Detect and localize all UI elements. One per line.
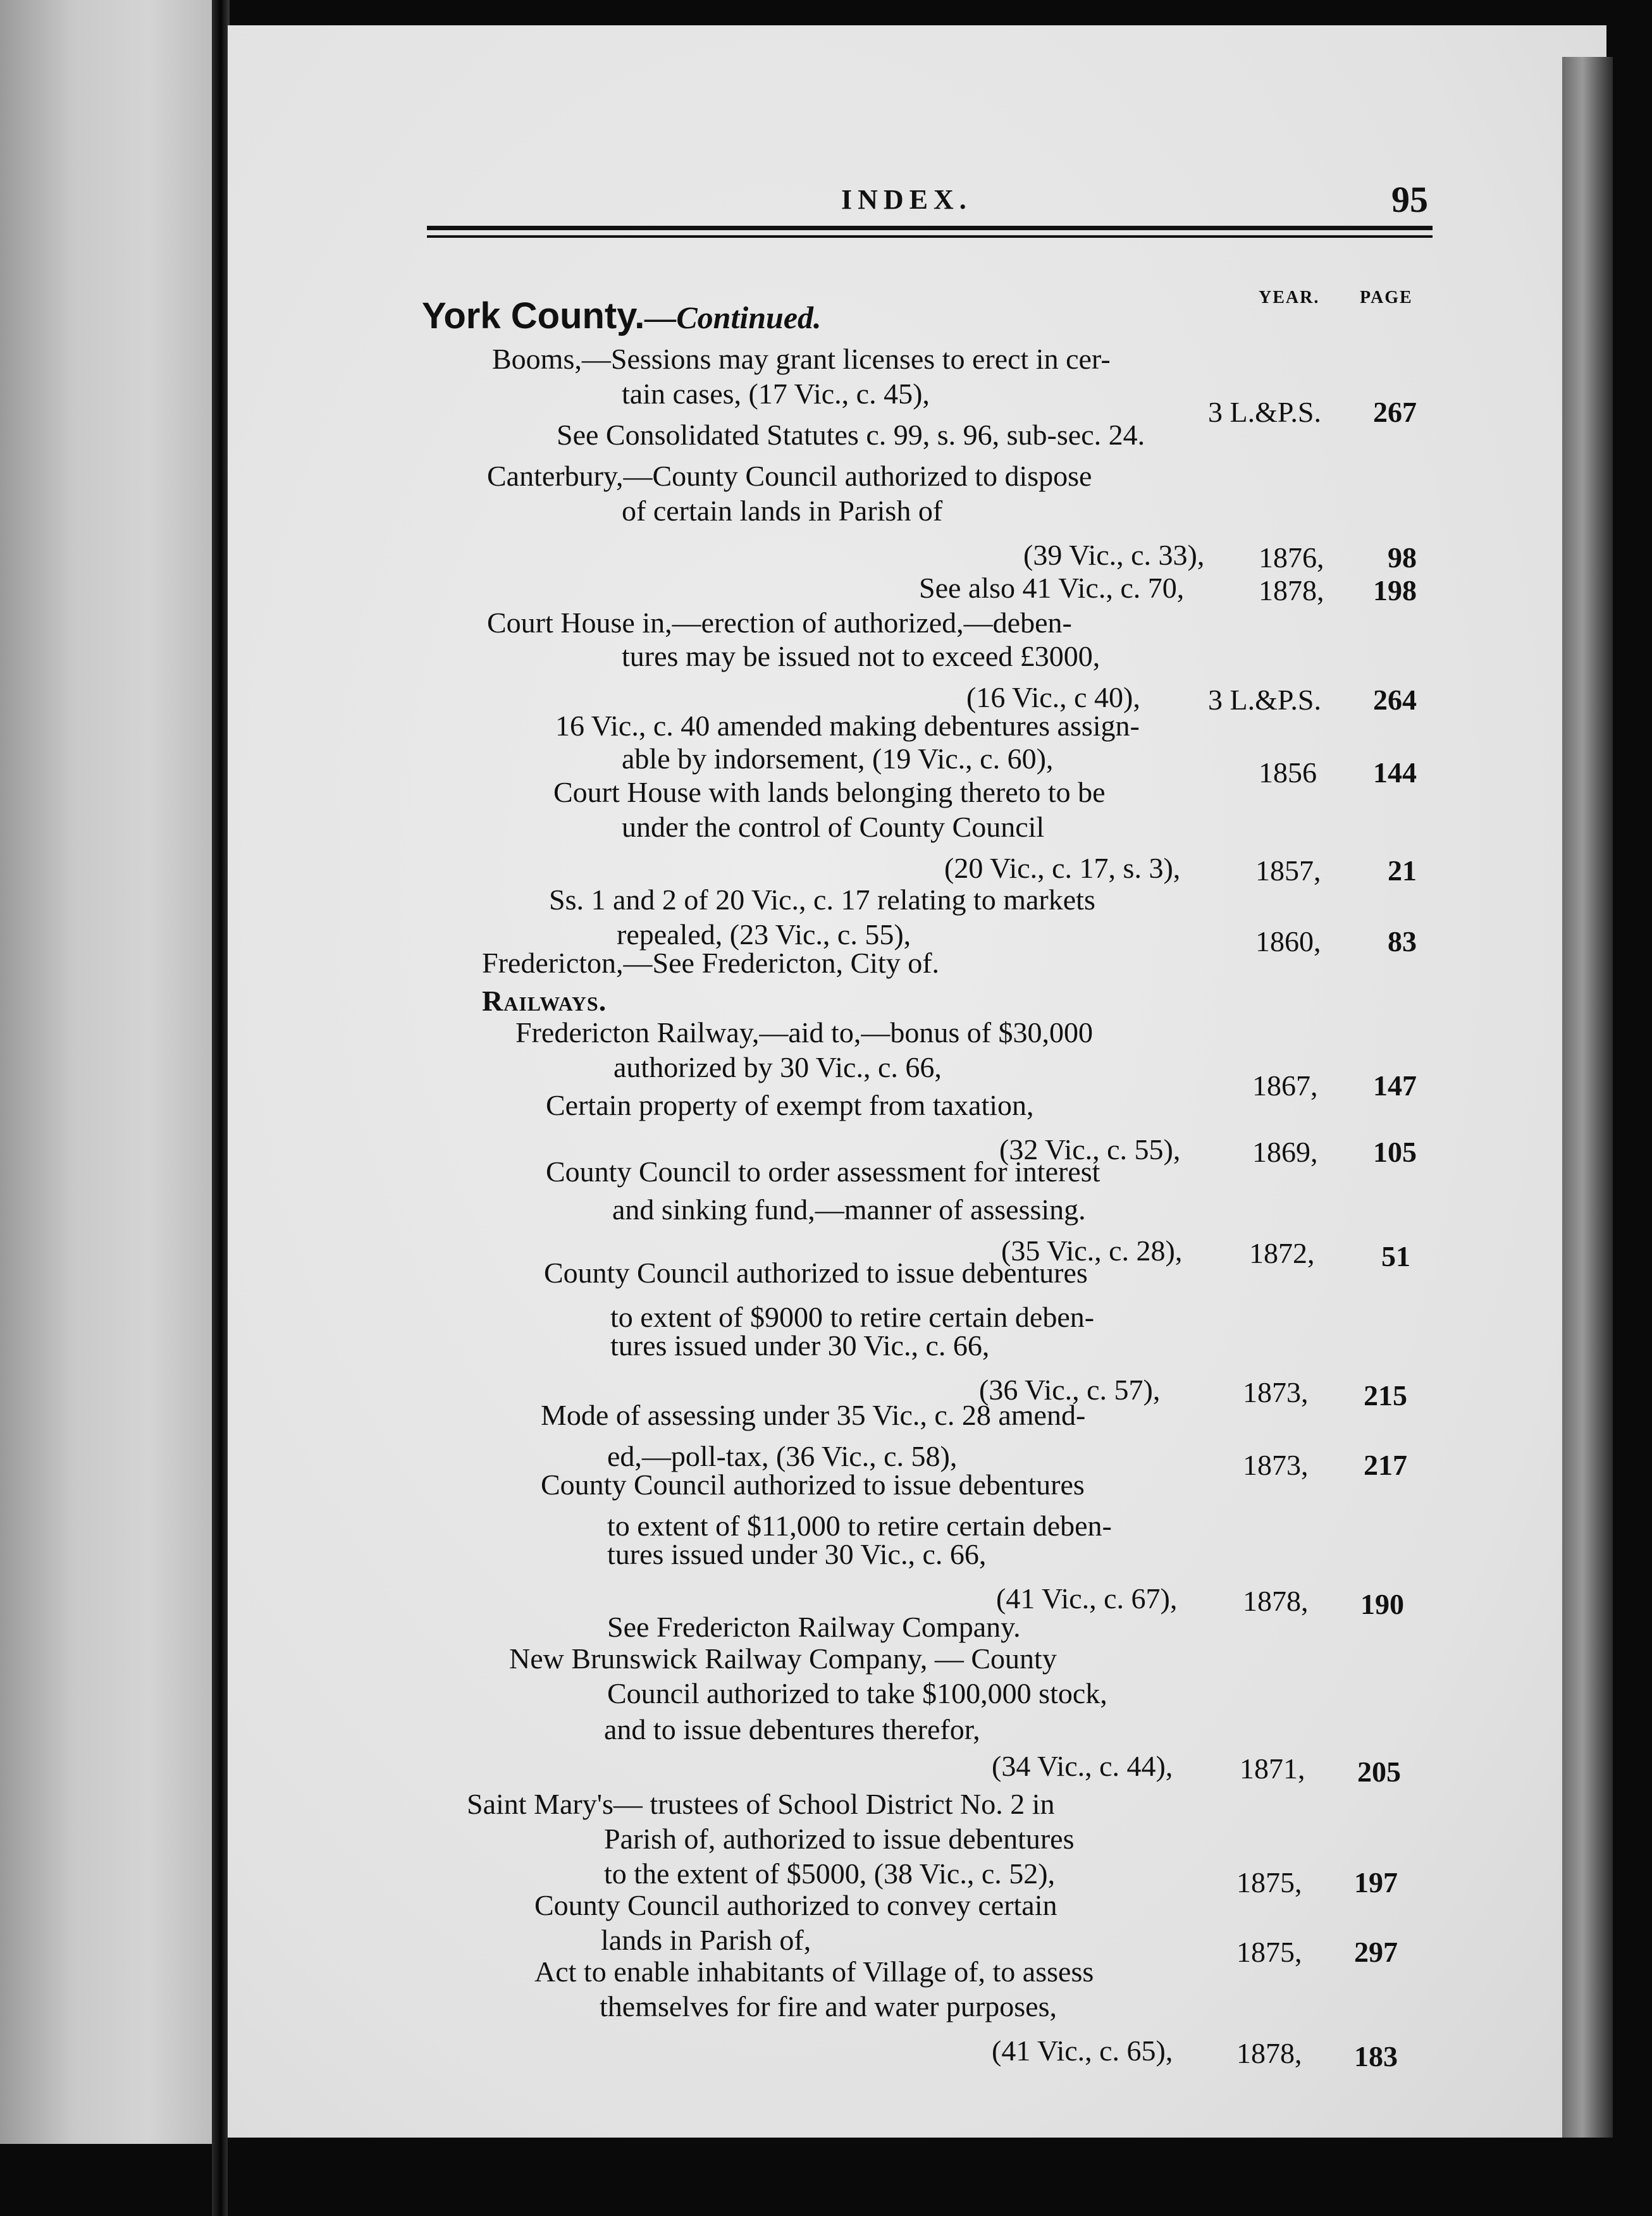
entry-year: 1873,: [1243, 1449, 1309, 1481]
entry-line: [557, 421, 1145, 450]
section-heading: [422, 295, 822, 337]
entry-text: Saint Mary's— trustees of School District No. 2 in: [467, 1788, 1055, 1820]
entry-text: (20 Vic., c. 17, s. 3),: [944, 852, 1181, 884]
entry-page: 267: [1373, 396, 1417, 428]
entry-text: and to issue debentures therefor,: [604, 1713, 980, 1745]
entry-text: (41 Vic., c. 65),: [992, 2034, 1173, 2067]
entry-text: (32 Vic., c. 55),: [999, 1133, 1181, 1166]
entry-line: [553, 778, 1106, 807]
entry-line: [622, 744, 1053, 773]
entry-line: [604, 1825, 1074, 1854]
left-facing-page: [0, 0, 212, 2144]
entry-line: [604, 1715, 980, 1744]
entry-year: 1857,: [1255, 854, 1321, 887]
entry-text: of certain lands in Parish of: [622, 495, 943, 527]
entry-page: 264: [1373, 684, 1417, 716]
entry-line: [607, 1442, 957, 1471]
entry-line: [1023, 541, 1204, 570]
entry-line: [555, 711, 1140, 741]
entry-text: ed,—poll-tax, (36 Vic., c. 58),: [607, 1440, 958, 1472]
entry-line: [534, 1957, 1094, 1986]
entry-text: tures issued under 30 Vic., c. 66,: [607, 1538, 987, 1570]
entry-text: Railways.: [482, 985, 607, 1017]
entry-text: Fredericton,—See Fredericton, City of.: [482, 947, 940, 979]
entry-line: [549, 885, 1095, 914]
entry-line: [996, 1584, 1177, 1613]
entry-text: to extent of $9000 to retire certain deben-: [610, 1301, 1095, 1333]
entry-line: [601, 1926, 811, 1955]
entry-text: (41 Vic., c. 67),: [996, 1582, 1178, 1615]
entry-line: [487, 462, 1092, 491]
header-rule-thick: [427, 226, 1433, 230]
entry-text: See also 41 Vic., c. 70,: [919, 572, 1185, 604]
entry-line: [546, 1091, 1034, 1120]
entry-year: 1878,: [1243, 1585, 1309, 1617]
entry-text: (36 Vic., c. 57),: [979, 1374, 1161, 1406]
entry-line: [509, 1644, 1057, 1673]
page-edge-shadow: [1562, 57, 1613, 2144]
entry-line: [492, 345, 1111, 374]
entry-text: Mode of assessing under 35 Vic., c. 28 amend-: [541, 1399, 1086, 1431]
entry-page: 98: [1388, 541, 1417, 574]
entry-line: [992, 2036, 1173, 2065]
entry-line: [467, 1790, 1054, 1819]
column-heading-year: YEAR.: [1259, 288, 1320, 307]
entry-line: [607, 1540, 986, 1569]
entry-page: 147: [1373, 1069, 1417, 1102]
section-title: York County.: [422, 295, 645, 336]
column-heading-page: PAGE: [1360, 288, 1413, 307]
entry-year: 1860,: [1255, 925, 1321, 957]
entry-year: 1878,: [1236, 2037, 1302, 2069]
entry-text: County Council authorized to convey certain: [534, 1889, 1057, 1921]
entry-line: [919, 574, 1184, 603]
entry-line: [544, 1259, 1088, 1288]
entry-page: 83: [1388, 925, 1417, 957]
entry-text: to the extent of $5000, (38 Vic., c. 52),: [604, 1857, 1056, 1890]
entry-year: 1873,: [1243, 1376, 1309, 1408]
entry-text: to extent of $11,000 to retire certain deben-: [607, 1510, 1112, 1542]
entry-text: New Brunswick Railway Company, — County: [509, 1642, 1057, 1675]
entry-line: [607, 1613, 1021, 1642]
entry-line: [622, 496, 942, 526]
entry-year: 3 L.&P.S.: [1208, 684, 1321, 716]
entry-text: tures issued under 30 Vic., c. 66,: [610, 1329, 990, 1362]
entry-text: (16 Vic., c 40),: [966, 681, 1140, 713]
entry-text: able by indorsement, (19 Vic., c. 60),: [622, 742, 1054, 775]
entry-page: 198: [1373, 574, 1417, 606]
entry-line: [607, 1511, 1112, 1541]
entry-text: Court House in,—erection of authorized,—deben-: [487, 606, 1072, 639]
entry-page: 205: [1357, 1756, 1401, 1788]
entry-line: [612, 1195, 1086, 1224]
entry-text: Council authorized to take $100,000 stock,: [607, 1677, 1107, 1709]
entry-text: (34 Vic., c. 44),: [992, 1750, 1173, 1782]
entry-line: [515, 1018, 1093, 1047]
entry-year: 1876,: [1259, 541, 1324, 574]
entry-page: 144: [1373, 756, 1417, 789]
entry-text: County Council authorized to issue debentures: [541, 1468, 1085, 1501]
entry-text: tures may be issued not to exceed £3000,: [622, 640, 1100, 672]
entry-text: Fredericton Railway,—aid to,—bonus of $30,000: [515, 1016, 1094, 1049]
entry-year: 1869,: [1252, 1136, 1318, 1168]
entry-line: [541, 1401, 1085, 1430]
entry-text: Act to enable inhabitants of Village of, to assess: [534, 1955, 1094, 1988]
entry-page: 105: [1373, 1136, 1417, 1168]
entry-text: authorized by 30 Vic., c. 66,: [613, 1051, 942, 1083]
entry-line: [944, 854, 1180, 883]
entry-page: 217: [1364, 1449, 1407, 1481]
entry-text: County Council authorized to issue debentures: [544, 1257, 1088, 1289]
entry-line: [610, 1331, 989, 1360]
entry-year: 1878,: [1259, 574, 1324, 606]
entry-text: See Fredericton Railway Company.: [607, 1611, 1021, 1643]
page-number: 95: [1391, 179, 1428, 220]
entry-text: County Council to order assessment for interest: [546, 1155, 1100, 1188]
entry-line: [541, 1470, 1085, 1499]
entry-page: 190: [1360, 1588, 1404, 1620]
entry-line: [610, 1303, 1094, 1332]
entry-text: Certain property of exempt from taxation,: [546, 1089, 1034, 1121]
entry-year: 1875,: [1236, 1936, 1302, 1968]
running-head: INDEX.: [841, 184, 972, 215]
entry-text: repealed, (23 Vic., c. 55),: [617, 918, 911, 951]
entry-text: under the control of County Council: [622, 811, 1045, 843]
entry-line: [613, 1053, 942, 1082]
entry-line: [482, 949, 939, 978]
entry-text: Court House with lands belonging thereto to be: [553, 776, 1106, 808]
entry-text: (39 Vic., c. 33),: [1023, 539, 1205, 571]
entry-text: 16 Vic., c. 40 amended making debentures assign-: [555, 710, 1140, 742]
entry-page: 215: [1364, 1379, 1407, 1412]
entry-year: 3 L.&P.S.: [1208, 396, 1321, 428]
entry-line: [487, 608, 1072, 637]
entry-year: 1856: [1259, 756, 1317, 789]
entry-year: 1867,: [1252, 1069, 1318, 1102]
entry-line: [617, 920, 911, 949]
entry-page: 183: [1354, 2040, 1398, 2072]
entry-line: [607, 1679, 1107, 1708]
entry-line: [546, 1157, 1100, 1186]
header-rule-thin: [427, 235, 1433, 238]
book-gutter: [212, 0, 230, 2216]
entry-page: 21: [1388, 854, 1417, 887]
entry-page: 51: [1381, 1240, 1410, 1272]
entry-text: Ss. 1 and 2 of 20 Vic., c. 17 relating to markets: [549, 883, 1095, 916]
entry-year: 1871,: [1240, 1752, 1305, 1785]
page-bottom-shadow: [228, 2138, 1613, 2216]
entry-line: [600, 1992, 1057, 2021]
entry-text: and sinking fund,—manner of assessing.: [612, 1193, 1086, 1226]
entry-year: 1875,: [1236, 1866, 1302, 1899]
entry-text: tain cases, (17 Vic., c. 45),: [622, 378, 930, 410]
entry-text: Canterbury,—County Council authorized to dispose: [487, 460, 1092, 492]
entry-line: [622, 813, 1044, 842]
entry-line: [966, 683, 1140, 712]
entry-text: (35 Vic., c. 28),: [1001, 1234, 1183, 1267]
entry-page: 197: [1354, 1866, 1398, 1899]
entry-text: themselves for fire and water purposes,: [600, 1990, 1057, 2022]
entry-text: Parish of, authorized to issue debentures: [604, 1823, 1075, 1855]
entry-line: [534, 1891, 1057, 1920]
section-continued: —Continued.: [644, 300, 822, 335]
entry-text: Booms,—Sessions may grant licenses to erect in cer-: [492, 343, 1111, 375]
entry-line: [992, 1752, 1173, 1781]
entry-text: lands in Parish of,: [601, 1924, 811, 1956]
entry-line: [482, 987, 607, 1016]
entry-text: See Consolidated Statutes c. 99, s. 96, sub-sec. 24.: [557, 419, 1145, 451]
entry-line: [622, 642, 1100, 671]
entry-page: 297: [1354, 1936, 1398, 1968]
entry-line: [604, 1859, 1055, 1888]
entry-year: 1872,: [1249, 1237, 1315, 1269]
entry-line: [622, 379, 930, 409]
